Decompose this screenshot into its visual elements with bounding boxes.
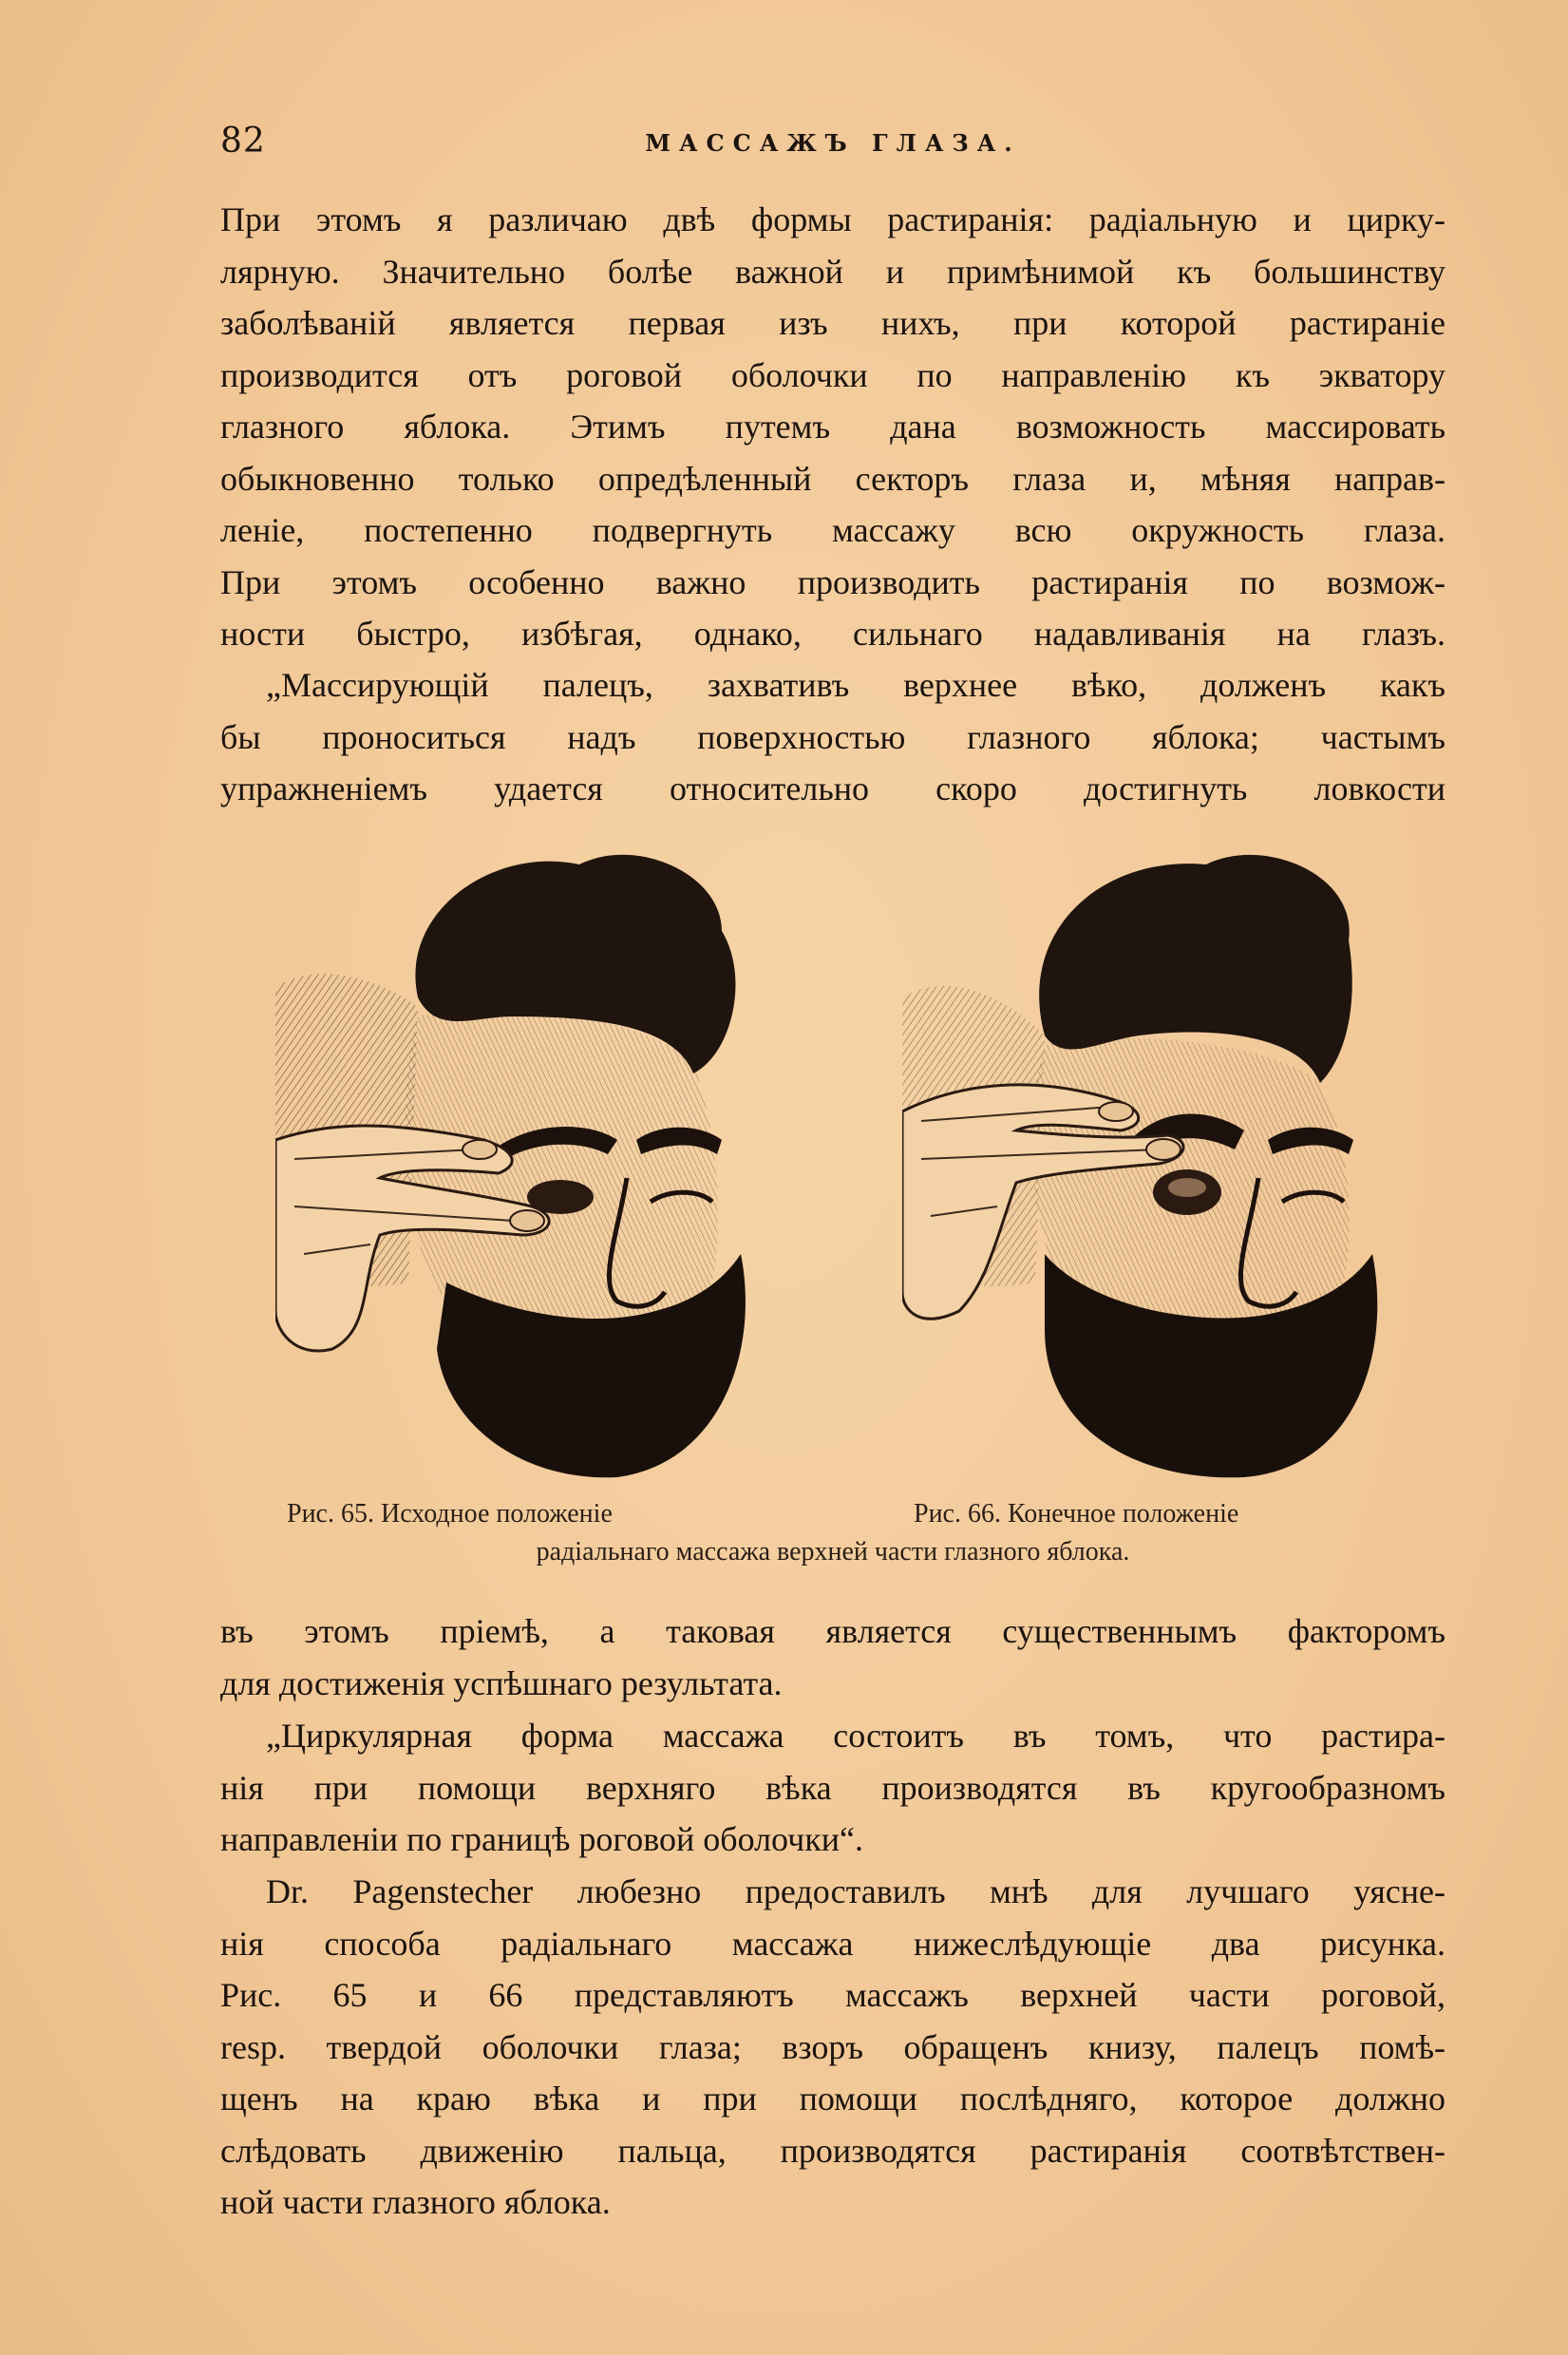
text-line: производится отъ роговой оболочки по направленію къ экватору [220, 355, 1445, 394]
text-line: упражненіемъ удается относительно скоро достигнуть ловкости [220, 769, 1445, 807]
text-line: resp. твердой оболочки глаза; взоръ обращенъ книзу, палецъ помѣ- [220, 2027, 1445, 2066]
text-line: лярную. Значительно болѣе важной и примѣнимой къ большинству [220, 252, 1445, 291]
text-line: нія при помощи верхняго вѣка производятся въ кругообразномъ [220, 1768, 1445, 1807]
page-header [220, 122, 1445, 169]
text-line: слѣдовать движенію пальца, производятся растиранія соотвѣтствен- [220, 2131, 1445, 2170]
text-line: „Массирующій палецъ, захвативъ верхнее вѣко, долженъ какъ [266, 666, 1445, 704]
engraving-face-final-position [902, 836, 1396, 1482]
page-number: 82 [220, 122, 266, 161]
text-line: глазного яблока. Этимъ путемъ дана возможность массировать [220, 408, 1445, 446]
text-line: въ этомъ пріемѣ, а таковая является существеннымъ факторомъ [220, 1612, 1445, 1650]
text-line: леніе, постепенно подвергнуть массажу всю окружность глаза. [220, 511, 1445, 549]
figure-pair [275, 836, 1415, 1482]
text-line: обыкновенно только опредѣленный секторъ глаза и, мѣняя направ- [220, 459, 1445, 498]
figure-66-illustration [902, 836, 1396, 1482]
caption-fig-65: Рис. 65. Исходное положеніе [287, 1499, 613, 1529]
text-line: бы проноситься надъ поверхностью глазного яблока; частымъ [220, 717, 1445, 756]
paragraph-4 [220, 1710, 1445, 1866]
text-line: нія способа радіальнаго массажа нижеслѣдующіе два рисунка. [220, 1924, 1445, 1963]
caption-fig-66: Рис. 66. Конечное положеніе [914, 1499, 1239, 1529]
text-line: Рис. 65 и 66 представляютъ массажъ верхней части роговой, [220, 1976, 1445, 2014]
text-line: щенъ на краю вѣка и при помощи послѣдняго, которое должно [220, 2080, 1445, 2118]
text-line: При этомъ особенно важно производить растиранія по возмож- [220, 562, 1445, 601]
figure-65-illustration [275, 836, 769, 1482]
paragraph-3 [220, 1605, 1445, 1709]
engraving-face-initial-position [275, 836, 769, 1482]
text-line: заболѣваній является первая изъ нихъ, при которой растираніе [220, 304, 1445, 342]
text-line: направленіи по границѣ роговой оболочки“. [220, 1820, 863, 1858]
text-line: ной части глазного яблока. [220, 2183, 611, 2221]
paragraph-1 [220, 194, 1445, 660]
text-line: для достиженія успѣшнаго результата. [220, 1663, 783, 1702]
running-title: МАССАЖЪ ГЛАЗА. [645, 129, 1021, 157]
text-line: „Циркулярная форма массажа состоитъ въ томъ, что растира- [266, 1717, 1445, 1755]
text-line: При этомъ я различаю двѣ формы растиранія: радіальную и цирку- [220, 200, 1445, 238]
text-line: ности быстро, избѣгая, однако, сильнаго надавливанія на глазъ. [220, 615, 1445, 653]
figure-captions [220, 1499, 1445, 1585]
caption-common: радіальнаго массажа верхней части глазного яблока. [536, 1537, 1130, 1567]
paragraph-5 [220, 1866, 1445, 2229]
text-line: Dr. Pagenstecher любезно предоставилъ мнѣ для лучшаго уясне- [266, 1872, 1445, 1910]
paragraph-2 [220, 659, 1445, 815]
